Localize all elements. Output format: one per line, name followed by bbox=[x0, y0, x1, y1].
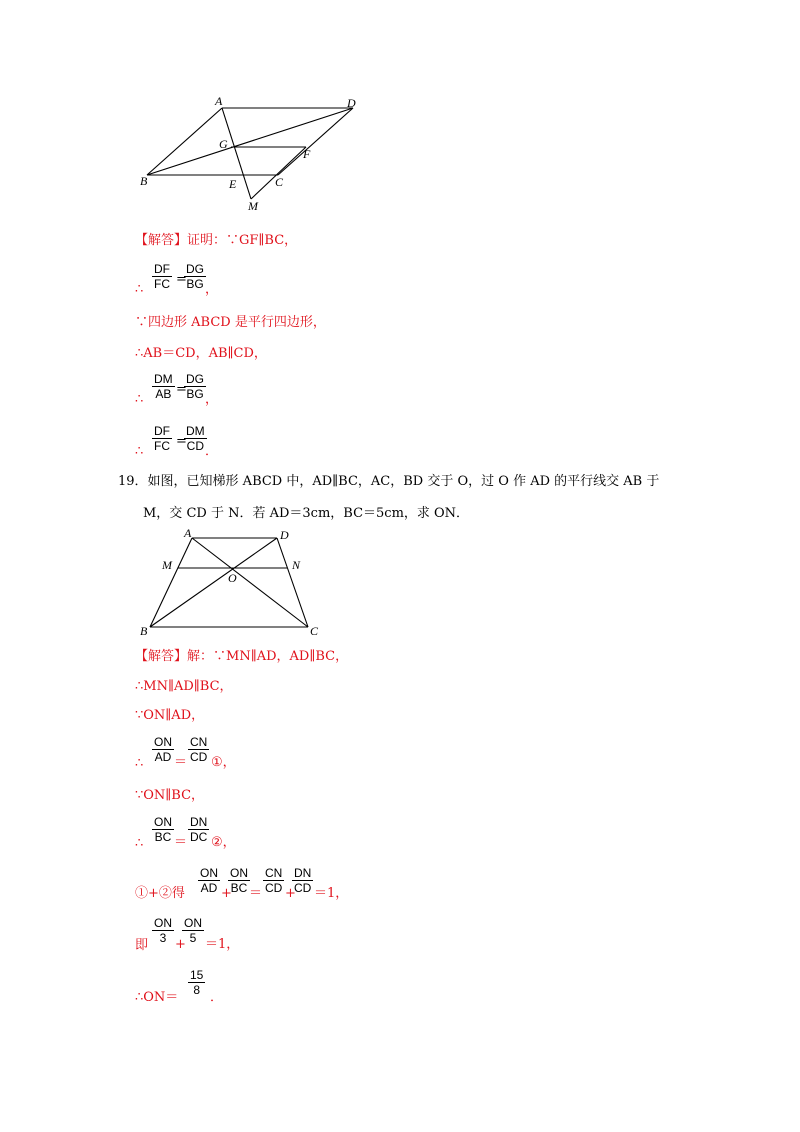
label-d: D bbox=[347, 96, 356, 110]
sol19-line1 bbox=[135, 647, 348, 667]
fraction: $\frac{CN}{CD}$ bbox=[190, 735, 208, 764]
fraction: $\frac{ON}{AD}$ bbox=[200, 866, 218, 895]
sol19-line4: ∵ON∥BC， bbox=[135, 788, 205, 803]
sol19-text1: 解：∵MN∥AD，AD∥BC， bbox=[187, 649, 349, 664]
sol19-line3: ∵ON∥AD， bbox=[135, 708, 205, 723]
answer-tag: 【解答】 bbox=[135, 649, 188, 664]
sol19-line2: ∴MN∥AD∥BC， bbox=[135, 679, 233, 694]
label-m: M bbox=[162, 558, 172, 572]
fraction: $\frac{ON}{3}$ bbox=[154, 916, 172, 945]
label-g: G bbox=[219, 137, 228, 151]
fraction: $\frac{DF}{FC}$ bbox=[154, 424, 170, 453]
label-b: B bbox=[140, 174, 148, 188]
sol18-text1: 证明：∵GF∥BC， bbox=[187, 233, 298, 248]
circled-one: ① bbox=[211, 755, 223, 770]
label-d: D bbox=[280, 528, 289, 542]
fraction: $\frac{DN}{DC}$ bbox=[190, 815, 208, 844]
sol18-line1 bbox=[135, 231, 297, 251]
circled-two: ② bbox=[211, 835, 223, 850]
label-m: M bbox=[248, 199, 258, 213]
label-o: O bbox=[228, 571, 237, 585]
sol18-line2: ∵四边形 ABCD 是平行四边形， bbox=[135, 315, 326, 330]
fraction: $\frac{15}{8}$ bbox=[190, 968, 204, 997]
fraction: $\frac{ON}{5}$ bbox=[184, 916, 202, 945]
label-b: B bbox=[140, 624, 148, 638]
label-n: N bbox=[292, 558, 301, 572]
fraction: $\frac{DG}{BG}$ bbox=[186, 262, 204, 291]
fraction: $\frac{DM}{CD}$ bbox=[186, 424, 205, 453]
label-c: C bbox=[275, 175, 284, 189]
parallelogram-figure bbox=[135, 92, 375, 217]
fraction: $\frac{CN}{CD}$ bbox=[265, 866, 283, 895]
fraction: $\frac{ON}{BC}$ bbox=[230, 866, 248, 895]
fraction: $\frac{ON}{AD}$ bbox=[154, 735, 172, 764]
fraction: $\frac{DG}{BG}$ bbox=[186, 372, 204, 401]
fraction: $\frac{DF}{FC}$ bbox=[154, 262, 170, 291]
fraction: $\frac{DM}{AB}$ bbox=[154, 372, 173, 401]
fraction: $\frac{ON}{BC}$ bbox=[154, 815, 172, 844]
label-a: A bbox=[184, 527, 192, 540]
label-f: F bbox=[303, 147, 311, 161]
fraction: $\frac{DN}{CD}$ bbox=[294, 866, 312, 895]
label-c: C bbox=[310, 624, 319, 638]
trapezoid-figure bbox=[135, 527, 335, 642]
label-a: A bbox=[215, 94, 223, 108]
label-e: E bbox=[229, 177, 237, 191]
sol18-line3: ∴AB＝CD，AB∥CD， bbox=[135, 346, 267, 361]
answer-tag: 【解答】 bbox=[135, 233, 188, 248]
q19-line2: M，交 CD 于 N．若 AD＝3cm，BC＝5cm，求 ON． bbox=[143, 506, 470, 521]
q19-line1: 19．如图，已知梯形 ABCD 中，AD∥BC，AC，BD 交于 O，过 O 作 AD 的平行线交 AB 于 bbox=[118, 474, 660, 489]
